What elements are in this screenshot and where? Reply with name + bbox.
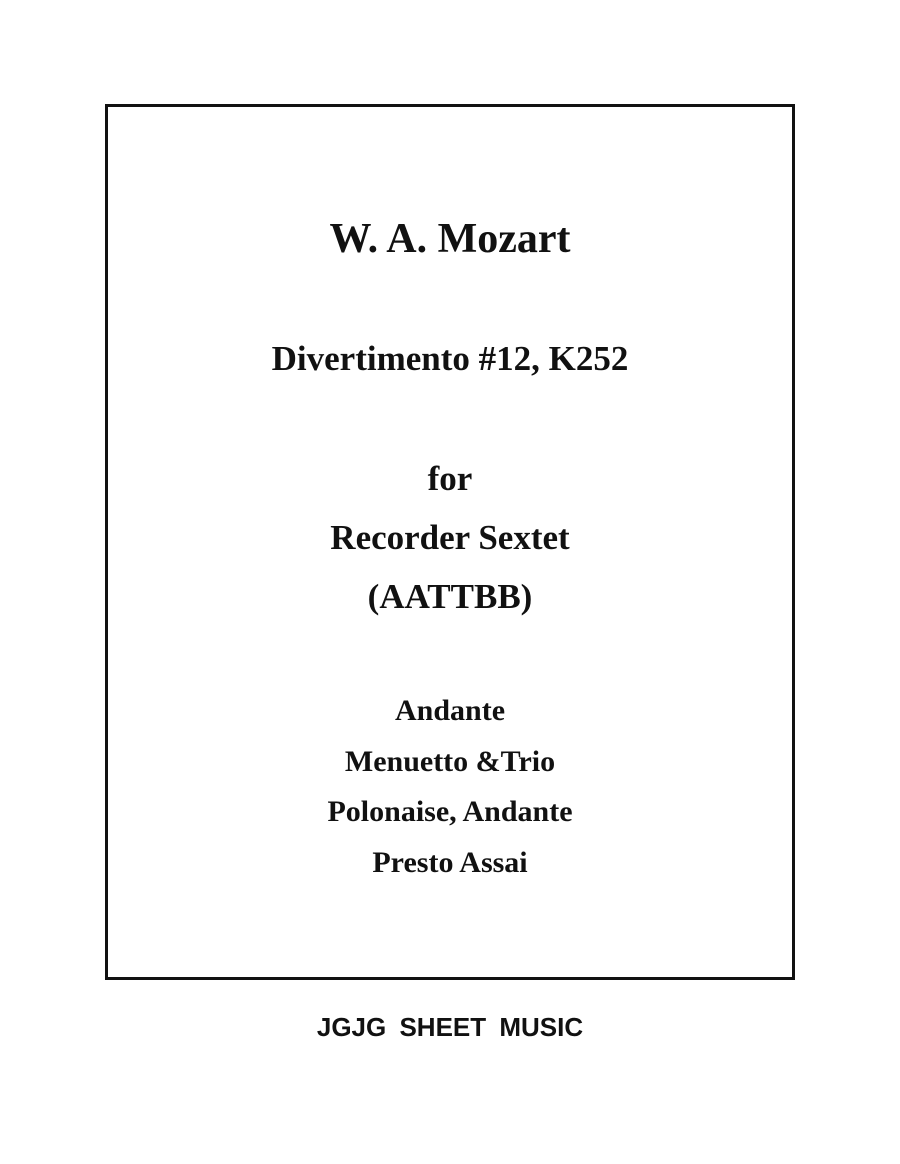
ensemble-name: Recorder Sextet — [330, 518, 570, 557]
movement-item: Andante — [394, 694, 506, 727]
composer-name: W. A. Mozart — [329, 216, 571, 262]
movement-item: Menuetto &Trio — [344, 745, 556, 778]
movement-item: Presto Assai — [372, 846, 528, 879]
publisher-name: JGJG SHEET MUSIC — [316, 1012, 584, 1042]
for-label: for — [427, 459, 473, 498]
title-frame — [105, 104, 795, 980]
work-title: Divertimento #12, K252 — [271, 339, 629, 378]
movement-item: Polonaise, Andante — [327, 795, 573, 828]
voicing-label: (AATTBB) — [367, 577, 533, 616]
